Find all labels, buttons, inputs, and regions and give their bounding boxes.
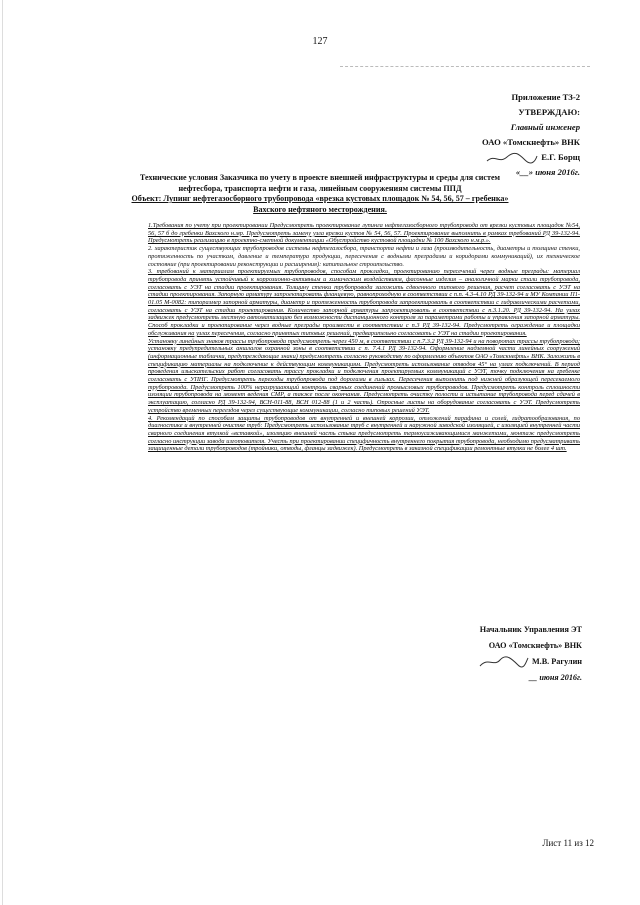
signature-scribble-icon (476, 656, 530, 668)
requirements-body (148, 222, 580, 453)
chief-signature-line (372, 654, 582, 670)
requirement-item: 1.Требования по учету при проектировании Предусмотреть проектирование лупинга нефтегазосборного трубопровода от врезки кустовых площадок №54, 56, 57 б до гребенки Вахского н.мр. Предусмотреть замену узла врезки кустов № 54, 56, 57. Проектирование выполнить в рамках требований РД 39-132-94. Предусмотреть реализацию в проектно-сметной документации «Обустройство кустовой площадки № 100 Вахского н.м.р.». (148, 222, 580, 245)
scan-edge (2, 0, 3, 905)
approval-date: «__» июня 2016г. (515, 167, 580, 177)
requirement-item: Установку линейных знаков трассы трубопровода предусмотреть через 450 м, в соответствии с п.7.3.2 РД 39-132-94 и на поворотах трассы трубопровода; установку предупредительных аншлагов охранной зоны в соответствии с п. 7.4.1 РД 39-132-94. Оформление надземной части линейных сооружений (информационные таблички, предупреждающие знаки) предусмотреть согласно руководству по оформлению объектов ОАО «Томскнефть» ВНК. Заложить в спецификацию материалы на подключение к действующим коммуникациям. Предусмотреть использование отводов 45° на узлах подключений. В период проведения изыскательских работ согласовать трассу прокладки и подключения проектируемых коммуникаций с УЭТ, точку подключения на гребенке согласовать с УПНГ. Предусмотреть переходы трубопровода под дорогами в гильзах. Пересечения выполнить под нижней образующей пересекаемого трубопровода. Предусмотреть 100% неразрушающий контроль сварных соединений промысловых трубопроводов. Предусмотреть контроль сплошности изоляции трубопровода на момент ведения СМР, а также после окончания. Предусмотреть очистку полости и испытание трубопровода перед сдачей в эксплуатацию, согласно РД 39-132-94, ВСН-011-88, ВСН 012-88 (1 и 2 часть). Опросные листы на оборудование согласовать с УЭТ. Предусмотреть устройство временных переездов через существующие коммуникации, согласно типовых решений УЭТ. (148, 337, 580, 414)
requirement-item: 3. требований к материалам проектируемых трубопроводов, способам прокладки, проектированию пересечений через водные преграды: материал трубопровода принять устойчивый к коррозионно-активным и химическим воздействиям, фасонные изделия – аналогичной марки стали трубопровода, согласовать с УЭТ на стадии проектирования. Толщину стенки трубопровода заложить сдвоенного типового решения, расчет согласовать с УЭТ на стадии проектирования. Запорную арматуру запроектировать фланцевую, равнопроходную в соответствии с п.п. 4.3-4.10 РД 39-132-94 и МУ Компании П1-01.05 М-0082: типоразмер запорной арматуры, диаметр и протяженность трубопровода запроектировать в соответствии с гидравлическими расчетами, согласовать с УЭТ на стадии проектирования. Количество запорной арматуры запроектировать в соответствии с п.3.1.20. РД 39-132-94. На узлах задвижек предусмотреть местную автоматизацию без возможности дистанционного контроля за параметрами работы и управления запорной арматуры. Способ прокладки и проектирование через водные преграды произвести в соответствии с п.3 РД 39-132-94. Предусмотреть ограждение и площадки обслуживания на узлах пересечения, согласно принятых типовых решений, предварительно согласовать с УЭТ на стадии проектирования. (148, 268, 580, 337)
title-object: Объект: Лупинг нефтегазосборного трубопровода «врезка кустовых площадок № 54, 56, 57 – гребенка» Вахского нефтяного месторождения. (131, 194, 509, 214)
header-rule (340, 66, 590, 67)
approver-position: Главный инженер (510, 122, 580, 132)
chief-date: __ июня 2016г. (529, 673, 582, 682)
requirement-item: 4. Рекомендаций по способам защиты трубопроводов от внутренней и внешней коррозии, отложений парафина и солей, гидратообразования, по диагностике и внутренней очистке труб: Предусмотреть использование труб с внутренней и наружной заводской изоляцией, с изоляцией внутренней части сварного соединения втулкой «вставкой», изоляцию внешней часть стыка предусмотреть термоусаживающимися манжетами, монтаж предусмотреть согласно инструкции завода изготовителя. Учесть при проектировании специфичность внутреннего покрытия трубопровода, необходимо предусматривать защищенные детали трубопроводов (тройники, отводы, фланцы задвижек). Предусмотреть в заказной спецификации ремонтные втулки не более 4 шт. (148, 414, 580, 453)
title-main: Технические условия Заказчика по учету в проекте внешней инфраструктуры и среды для систем нефтесбора, транспорта нефти и газа, линейным сооружениям системы ППД (139, 173, 501, 193)
approver-org: ОАО «Томскнефть» ВНК (482, 137, 580, 147)
chief-name: М.В. Рагулин (531, 657, 582, 666)
chief-signature-block (372, 622, 582, 686)
chief-position: Начальник Управления ЭТ (479, 625, 582, 634)
chief-org: ОАО «Томскнефть» ВНК (488, 641, 582, 650)
appendix-label: Приложение ТЗ-2 (511, 92, 580, 102)
sheet-number: Лист 11 из 12 (542, 838, 594, 848)
approver-signature-line (380, 150, 580, 165)
signature-scribble-icon (485, 152, 539, 164)
document-title (120, 173, 520, 215)
approve-label: УТВЕРЖДАЮ: (518, 107, 580, 117)
approver-name: Е.Г. Борщ (541, 152, 580, 162)
page-number: 127 (312, 36, 328, 47)
approval-block (380, 90, 580, 180)
requirement-item: 2. характеристик существующих трубопроводов системы нефтегазосбора, транспорта нефти и газа (производительность, диаметры и толщина стенки, протяженность по участкам, давление и температура продукции, пересечения с водными преградами и коридорами коммуникаций), их техническое состояние (при проектировании реконструкции и расширения): капитальное строительство. (148, 245, 580, 268)
